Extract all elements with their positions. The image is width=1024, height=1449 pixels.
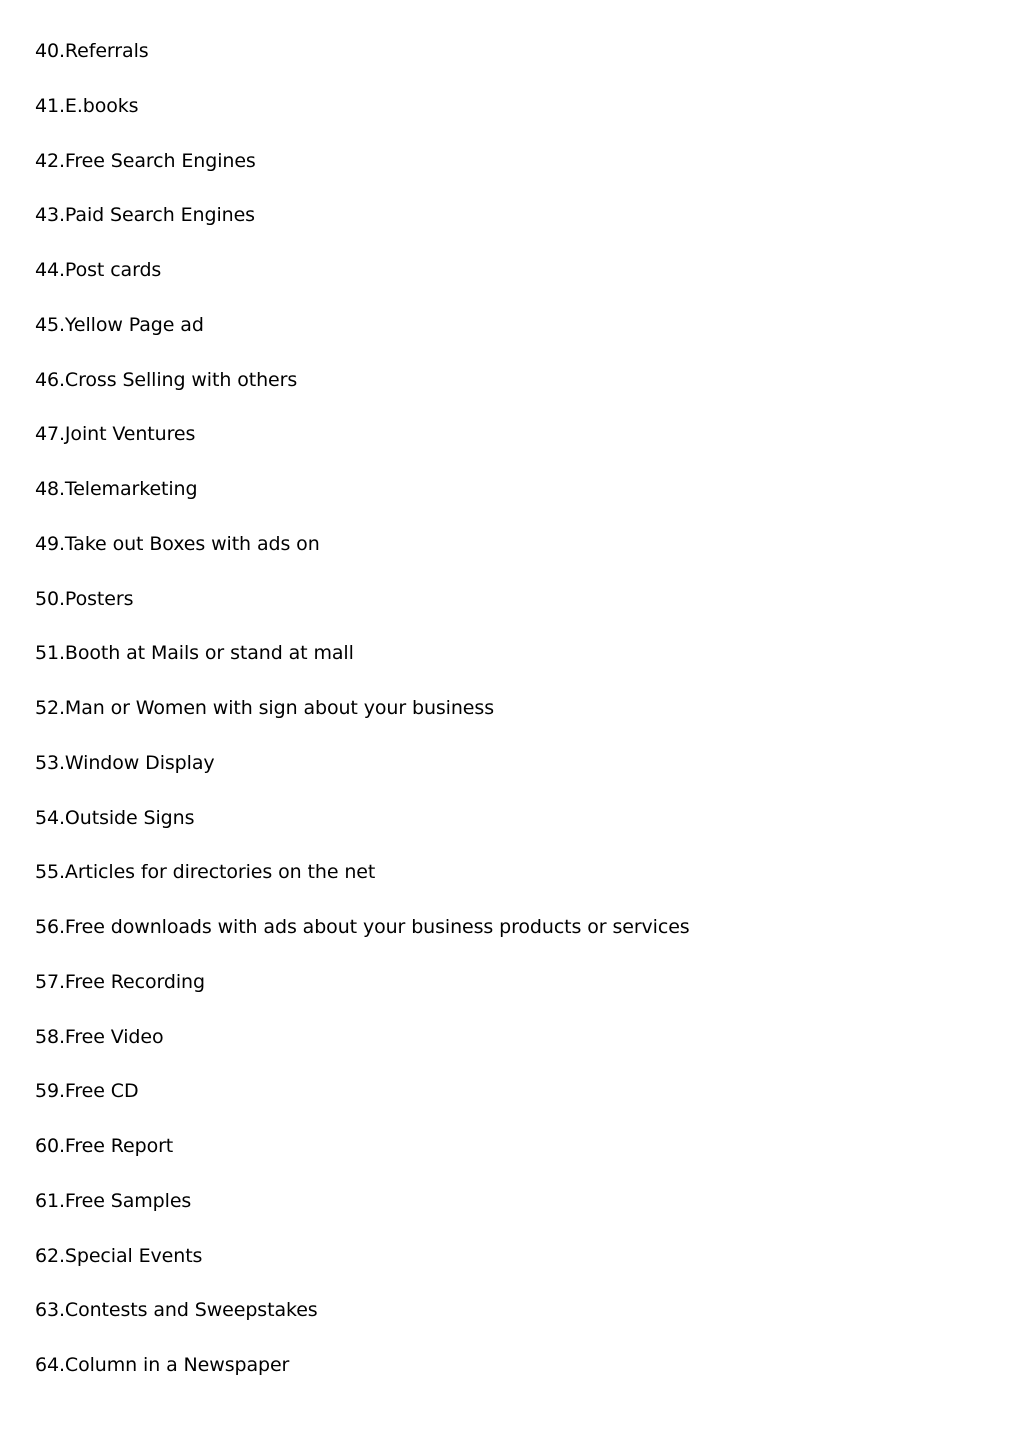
list-item: 55.Articles for directories on the net bbox=[35, 861, 376, 884]
list-item: 52.Man or Women with sign about your business bbox=[35, 697, 494, 719]
list-item: 62.Special Events bbox=[35, 1244, 203, 1267]
list-item: 49.Take out Boxes with ads on bbox=[35, 532, 320, 555]
list-item: 48.Telemarketing bbox=[35, 478, 198, 500]
list-item: 56.Free downloads with ads about your business products or services bbox=[35, 916, 690, 938]
list-item: 59.Free CD bbox=[35, 1080, 139, 1103]
list-item: 50.Posters bbox=[35, 587, 134, 610]
list-item: 47.Joint Ventures bbox=[35, 423, 196, 446]
list-item: 46.Cross Selling with others bbox=[35, 368, 298, 391]
list-item: 61.Free Samples bbox=[35, 1189, 192, 1212]
list-item: 63.Contests and Sweepstakes bbox=[35, 1299, 318, 1322]
list-item: 53.Window Display bbox=[35, 751, 215, 774]
marketing-ideas-list bbox=[35, 38, 690, 1407]
list-item: 40.Referrals bbox=[35, 40, 149, 62]
list-item: 43.Paid Search Engines bbox=[35, 204, 255, 227]
list-item: 58.Free Video bbox=[35, 1025, 164, 1048]
list-item: 51.Booth at Mails or stand at mall bbox=[35, 642, 354, 665]
list-item: 45.Yellow Page ad bbox=[35, 313, 204, 336]
list-item: 57.Free Recording bbox=[35, 970, 205, 993]
list-item: 54.Outside Signs bbox=[35, 806, 195, 829]
list-item: 42.Free Search Engines bbox=[35, 149, 256, 172]
list-item: 41.E.books bbox=[35, 94, 139, 117]
list-item: 60.Free Report bbox=[35, 1135, 174, 1157]
list-item: 64.Column in a Newspaper bbox=[35, 1354, 290, 1376]
list-item: 44.Post cards bbox=[35, 259, 162, 281]
